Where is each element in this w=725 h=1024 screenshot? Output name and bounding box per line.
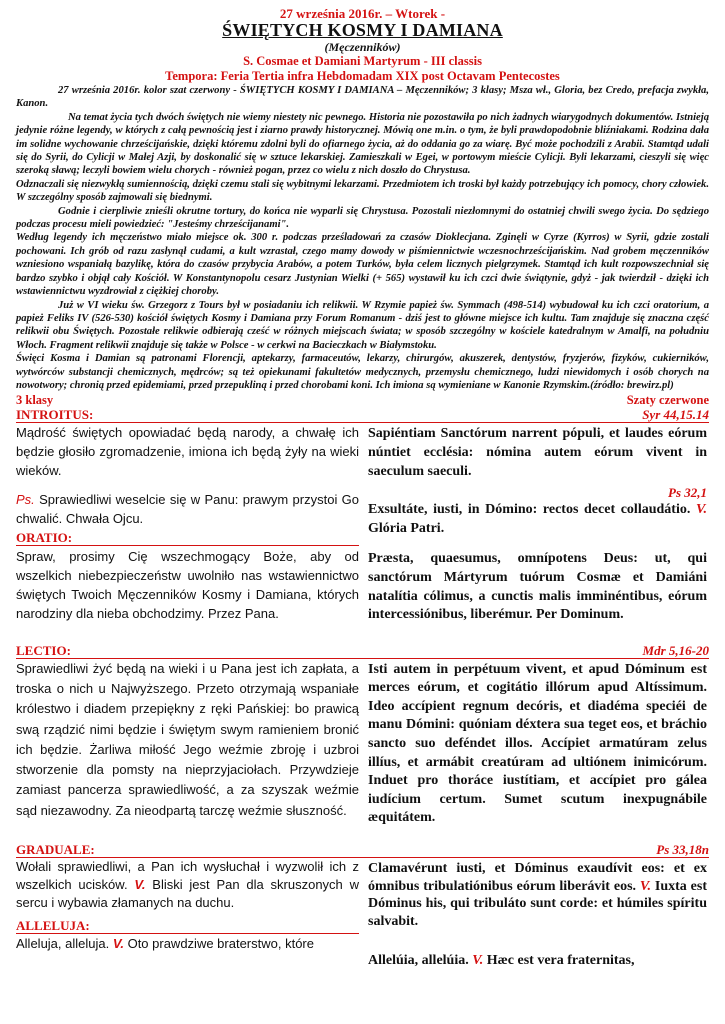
lectio-label: LECTIO: <box>16 642 71 658</box>
introitus-la-psalm <box>368 501 707 538</box>
alleluja-la <box>368 952 707 970</box>
intro-paragraph: Według legendy ich męczeństwo miało miejsce ok. 300 r. podczas prześladowań za czasów Dioklecjana. Zginęli w Cyrze (Kyrros) w Syrii, gdzie zostali pochowani. Ich grób od razu zasłynął cudami, a kult wzrastał, czego mamy dowody w piśmiennictwie wczesnochrześcijańskim. Nad grobem męczenników wzniesiono wspaniałą bazylikę, która do czasów przybycia Arabów, a potem Turków, była celem licznych pielgrzymek. Stamtąd ich kult rozpowszechniał się bardzo szybko i objął cały Kościół. W Konstantynopolu cesarz Justynian Wielki (+ 565) wystawił ku ich czci dwie świątynie, gdyż - jak twierdził - dzięki ich wstawiennictwu wyzdrowiał z ciężkiej choroby. <box>16 232 709 298</box>
alleluja-pl <box>16 935 359 953</box>
alleluja-la-verse: Hæc est vera fraternitas, <box>486 953 635 969</box>
graduale-pl <box>16 858 359 912</box>
intro-text <box>16 84 709 392</box>
intro-paragraph: Godnie i cierpliwie znieśli okrutne tortury, do końca nie wyparli się Chrystusa. Pozostali niezłomnymi do ostatniej chwili swego życia. Do sędziego podczas procesu mieli powiedzieć: "Jesteśmy chrześcijanami". <box>16 205 709 231</box>
latin-column <box>368 858 707 970</box>
page-header <box>0 0 725 84</box>
versicle-marker: V. <box>112 936 124 952</box>
introitus-psalm-ref: Ps 32,1 <box>668 485 707 501</box>
oratio-la: Præsta, quaesumus, omnípotens Deus: ut, qui sanctórum Mártyrum tuórum Cosmæ et Damiáni natalítia cólimus, a cunctis malis imminéntibus, eórum intercessiónibus, liberémur. Per Dominum. <box>368 551 707 623</box>
graduale-pl-verse: Bliski jest Pan dla skruszonych w sercu i wybawia złamanych na duchu. <box>16 877 359 911</box>
tempora-line: Tempora: Feria Tertia infra Hebdomadam XIX post Octavam Pentecostes <box>165 69 560 83</box>
introitus-columns <box>16 423 709 624</box>
introitus-label: INTROITUS: <box>16 407 94 423</box>
versicle-marker: V. <box>695 502 708 518</box>
psalm-text: Sprawiedliwi weselcie się w Panu: prawym przystoi Go chwalić. Chwała Ojcu. <box>16 492 359 527</box>
vestment-color: Szaty czerwone <box>626 393 709 408</box>
graduale-columns <box>16 858 709 970</box>
subtitle: (Męczenników) <box>324 40 401 54</box>
alleluja-label: ALLELUJA: <box>16 918 359 934</box>
graduale-la-verse: Iuxta est Dóminus his, qui tribuláto sunt corde: et húmiles spíritu salvabit. <box>368 878 707 929</box>
introitus-pl: Mądrość świętych opowiadać będą narody, a chwałę ich będzie głosiło zgromadzenie, imiona ich będą żyły na wieki wieków. <box>16 425 359 479</box>
polish-column <box>16 858 359 970</box>
versicle-marker: V. <box>639 878 651 894</box>
gloria-text: Glória Patri. <box>368 520 445 536</box>
graduale-la-text: Clamavérunt iusti, et Dóminus exaudívit eos: et ex ómnibus tribulatiónibus eórum liberávit eos. <box>368 861 707 894</box>
versicle-marker: V. <box>472 953 484 969</box>
polish-column <box>16 423 359 624</box>
introitus-pl-psalm <box>16 490 359 528</box>
intro-paragraph: 27 września 2016r. kolor szat czerwony - ŚWIĘTYCH KOSMY I DAMIANA – Męczenników; 3 klasy; Msza wł., Gloria, bez Credo, prefacja zwykła, Kanon. <box>16 85 709 110</box>
latin-column <box>368 659 707 828</box>
alleluja-pl-text: Alleluja, alleluja. <box>16 936 110 952</box>
psalm-marker: Ps. <box>16 492 35 508</box>
lectio-ref: Mdr 5,16-20 <box>642 642 709 658</box>
graduale-ref: Ps 33,18n <box>656 842 709 858</box>
lectio-columns <box>16 659 709 828</box>
introitus-heading <box>16 407 709 423</box>
polish-column <box>16 659 359 828</box>
intro-paragraph: Na temat życia tych dwóch świętych nie wiemy niestety nic pewnego. Historia nie pozostawiła po nich żadnych wiarygodnych dokumentów. Istnieją jedynie różne legendy, w których z całą pewnością jest i ziarno prawdy historycznej. Mówią one m.in. o tym, że byli prawdopodobnie bliźniakami. Rodzina dała im solidne wychowanie chrześcijańskie, dzięki któremu zdolni byli do ofiarnego życia, aż do oddania go za wiarę. Być może pochodzili z Arabii. Stamtąd udali się do Syrii, do Cylicji w Małej Azji, by doskonalić się w sztuce lekarskiej. Zamieszkali w Egei, w portowym mieście Cylicji. Byli lekarzami, cieszyli się więc szeroką sławą; leczyli bowiem wielu chorych - również pogan, przez co wielu z nich doszło do Chrystusa. <box>16 111 709 177</box>
feast-class: 3 klasy <box>16 393 54 408</box>
graduale-label: GRADUALE: <box>16 842 95 858</box>
oratio-pl: Spraw, prosimy Cię wszechmogący Boże, aby od wszelkich niebezpieczeństw uwolniło nas wstawiennictwo świętych Twoich Męczenników Kosmy i Damiana, których narodziny dla nieba obchodzimy. Przez Pana. <box>16 549 359 622</box>
intro-paragraph: Święci Kosma i Damian są patronami Florencji, aptekarzy, farmaceutów, lekarzy, chirurgów, akuszerek, dentystów, fryzjerów, fizyków, cukierników, wytwórców substancji chemicznych, mędrców; są też opiekunami fakultetów medycznych, przemysłu chemicznego, ludzi niewidomych i osób chorych na nowotwory; chronią przed epidemiami, przed przepukliną i przed chorobami koni. Ich imiona są wymieniane w Kanonie Rzymskim.(źródło: brewirz.pl) <box>16 353 709 391</box>
lectio-la: Isti autem in perpétuum vivent, et apud Dóminum est merces eórum, et cogitátio illórum apud Altíssimum. Ideo accípient regnum decóris, et diadéma speciéi de manu Dómini: quóniam déxtera sua teget eos, et bráchio sancto suo deféndet illos. Accípiet armatúram zelus illíus, et armábit creatúram ad ultiónem inimicórum. Induet pro thoráce iustítiam, et accípiet pro gálea iudícium certum. Sumet scutum inexpugnábile æquitátem. <box>368 661 707 826</box>
graduale-heading <box>16 842 709 858</box>
alleluja-pl-verse: Oto prawdziwe braterstwo, które <box>127 936 314 952</box>
page-title: ŚWIĘTYCH KOSMY I DAMIANA <box>222 20 503 40</box>
intro-paragraph: Już w VI wieku św. Grzegorz z Tours był w posiadaniu ich relikwii. W Rzymie papież św. Symmach (498-514) wybudował ku ich czci oratorium, a papież Feliks IV (526-530) kościół świętych Kosmy i Damiana przy Forum Romanum - dziś jest to główne miejsce ich kultu. Tam znajduje się znaczna część relikwii obu Świętych. Pozostałe relikwie odbierają cześć w różnych miejscach świata; w sposób szczególny w kościele katedralnym w Amalfi, na południu Włoch. Fragment relikwii znajduje się także w Polsce - w cerkwi na Bacieczkach w Białymstoku. <box>16 299 709 351</box>
graduale-pl-text: Wołali sprawiedliwi, a Pan ich wysłuchał i wyzwolił ich z wszelkich ucisków. <box>16 859 359 893</box>
feast-date: 27 września 2016r. – Wtorek - <box>279 6 446 21</box>
intro-paragraph: Odznaczali się niezwykłą sumiennością, dzięki czemu stali się wybitnymi lekarzami. Przedmiotem ich troski był każdy potrzebujący ich pomocy, chory człowiek. W szczególny sposób zajmowali się biednymi. <box>16 178 709 204</box>
latin-column <box>368 423 707 624</box>
latin-feast-name: S. Cosmae et Damiani Martyrum - III classis <box>243 54 482 68</box>
versicle-marker: V. <box>134 877 146 893</box>
psalm-text: Exsultáte, iusti, in Dómino: rectos decet collaudátio. <box>368 502 691 518</box>
lectio-pl: Sprawiedliwi żyć będą na wieki i u Pana jest ich zapłata, a troska o nich u Najwyższego. Przeto otrzymają wspaniałe królestwo i diadem przepiękny z ręki Pańskiej: bo prawicą swą rządzić nimi będzie i świętym swym ramieniem bronić ich będzie. Żarliwa miłość Jego weźmie zbroję i uzbroi stworzenie dla pomsty na nieprzyjaciołach. Przywdzieje zamiast pancerza sprawiedliwość, a za szyszak weźmie sąd niezawodny. Za nieodpartą tarczę weźmie słuszność. <box>16 660 359 818</box>
graduale-la <box>368 860 707 930</box>
alleluja-la-text: Allelúia, allelúia. <box>368 953 469 969</box>
introitus-ref: Syr 44,15.14 <box>642 407 709 423</box>
class-bar <box>16 393 709 407</box>
lectio-heading <box>16 643 709 659</box>
oratio-label: ORATIO: <box>16 530 359 546</box>
introitus-la: Sapiéntiam Sanctórum narrent pópuli, et laudes eórum núntiet ecclésia: nómina autem eórum vivent in saeculum saeculi. <box>368 426 707 479</box>
